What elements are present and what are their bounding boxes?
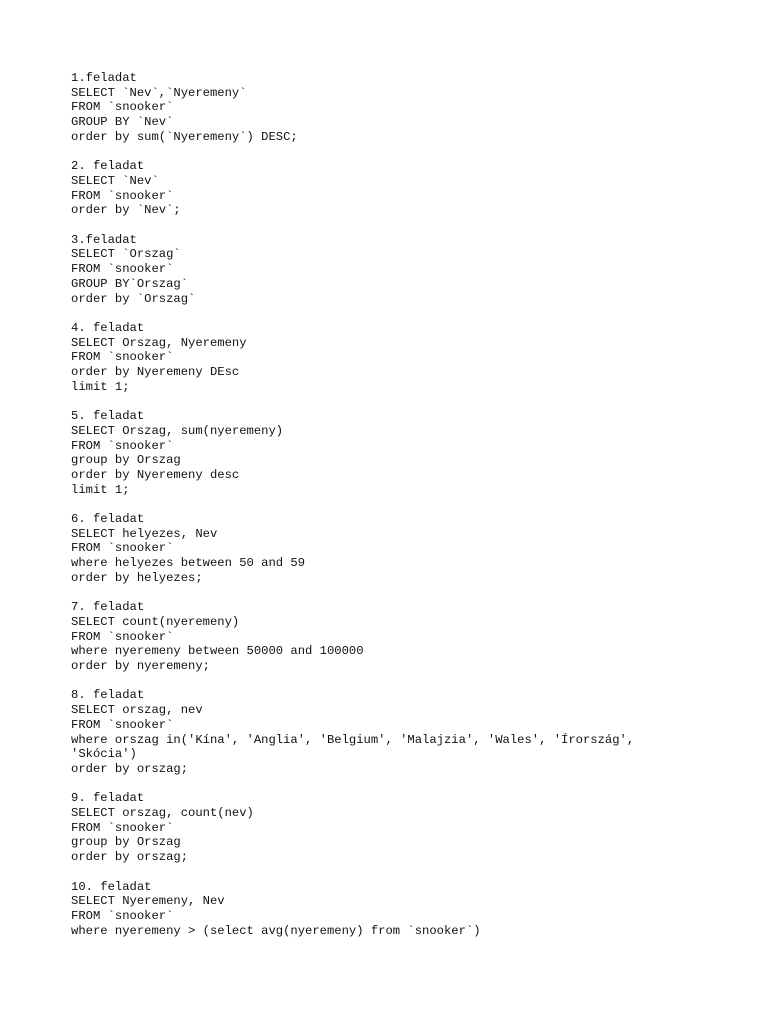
sql-line: SELECT orszag, count(nev): [71, 806, 254, 821]
sql-line: SELECT count(nyeremeny): [71, 614, 240, 629]
exercise-block: [71, 688, 731, 776]
sql-line: GROUP BY `Nev`: [71, 115, 174, 130]
sql-line: FROM `snooker`: [71, 908, 174, 923]
exercise-title: 7. feladat: [71, 600, 145, 615]
sql-line: FROM `snooker`: [71, 541, 174, 556]
exercise-title: 9. feladat: [71, 791, 145, 806]
exercise-title: 3.feladat: [71, 232, 137, 247]
exercise-block: [71, 159, 731, 218]
sql-line: order by Nyeremeny desc: [71, 467, 240, 482]
sql-line: FROM `snooker`: [71, 100, 174, 115]
sql-line: order by nyeremeny;: [71, 659, 210, 674]
sql-line: order by `Nev`;: [71, 203, 181, 218]
sql-line: SELECT Orszag, Nyeremeny: [71, 335, 247, 350]
exercise-block: [71, 600, 731, 674]
exercise-block: [71, 71, 731, 145]
sql-line: group by Orszag: [71, 835, 181, 850]
sql-line: order by `Orszag`: [71, 291, 196, 306]
sql-line: order by Nyeremeny DEsc: [71, 365, 240, 380]
sql-line: SELECT orszag, nev: [71, 703, 203, 718]
exercise-title: 6. feladat: [71, 512, 145, 527]
sql-line: limit 1;: [71, 379, 130, 394]
sql-line: FROM `snooker`: [71, 350, 174, 365]
exercise-block: [71, 233, 731, 307]
sql-line: SELECT helyezes, Nev: [71, 526, 218, 541]
sql-line: SELECT `Orszag`: [71, 247, 181, 262]
sql-line: FROM `snooker`: [71, 438, 174, 453]
sql-line: SELECT Orszag, sum(nyeremeny): [71, 423, 284, 438]
sql-line: limit 1;: [71, 482, 130, 497]
sql-line: GROUP BY`Orszag`: [71, 276, 189, 291]
sql-line: order by orszag;: [71, 761, 189, 776]
sql-line: order by sum(`Nyeremeny`) DESC;: [71, 129, 298, 144]
sql-line: group by Orszag: [71, 453, 181, 468]
exercise-block: [71, 880, 731, 939]
exercise-title: 1.feladat: [71, 71, 137, 85]
exercise-title: 2. feladat: [71, 159, 145, 174]
exercise-title: 8. feladat: [71, 688, 145, 703]
exercise-block: [71, 321, 731, 395]
sql-line: where orszag in('Kína', 'Anglia', 'Belgium', 'Malajzia', 'Wales', 'Írország',: [71, 732, 635, 747]
sql-line: SELECT `Nev`,`Nyeremeny`: [71, 85, 247, 100]
exercise-block: [71, 409, 731, 497]
sql-line: order by helyezes;: [71, 570, 203, 585]
sql-line: where nyeremeny > (select avg(nyeremeny) from `snooker`): [71, 923, 481, 938]
sql-line: SELECT Nyeremeny, Nev: [71, 894, 225, 909]
sql-line: FROM `snooker`: [71, 629, 174, 644]
sql-line: 'Skócia'): [71, 747, 137, 762]
sql-line: order by orszag;: [71, 850, 189, 865]
exercise-title: 5. feladat: [71, 409, 145, 424]
sql-line: SELECT `Nev`: [71, 173, 159, 188]
sql-line: where nyeremeny between 50000 and 100000: [71, 644, 364, 659]
sql-line: FROM `snooker`: [71, 820, 174, 835]
sql-line: FROM `snooker`: [71, 717, 174, 732]
exercise-title: 10. feladat: [71, 879, 152, 894]
sql-line: FROM `snooker`: [71, 188, 174, 203]
exercise-block: [71, 512, 731, 586]
exercise-block: [71, 791, 731, 865]
sql-line: FROM `snooker`: [71, 262, 174, 277]
document-page: [71, 71, 731, 953]
sql-line: where helyezes between 50 and 59: [71, 556, 306, 571]
exercise-title: 4. feladat: [71, 320, 145, 335]
